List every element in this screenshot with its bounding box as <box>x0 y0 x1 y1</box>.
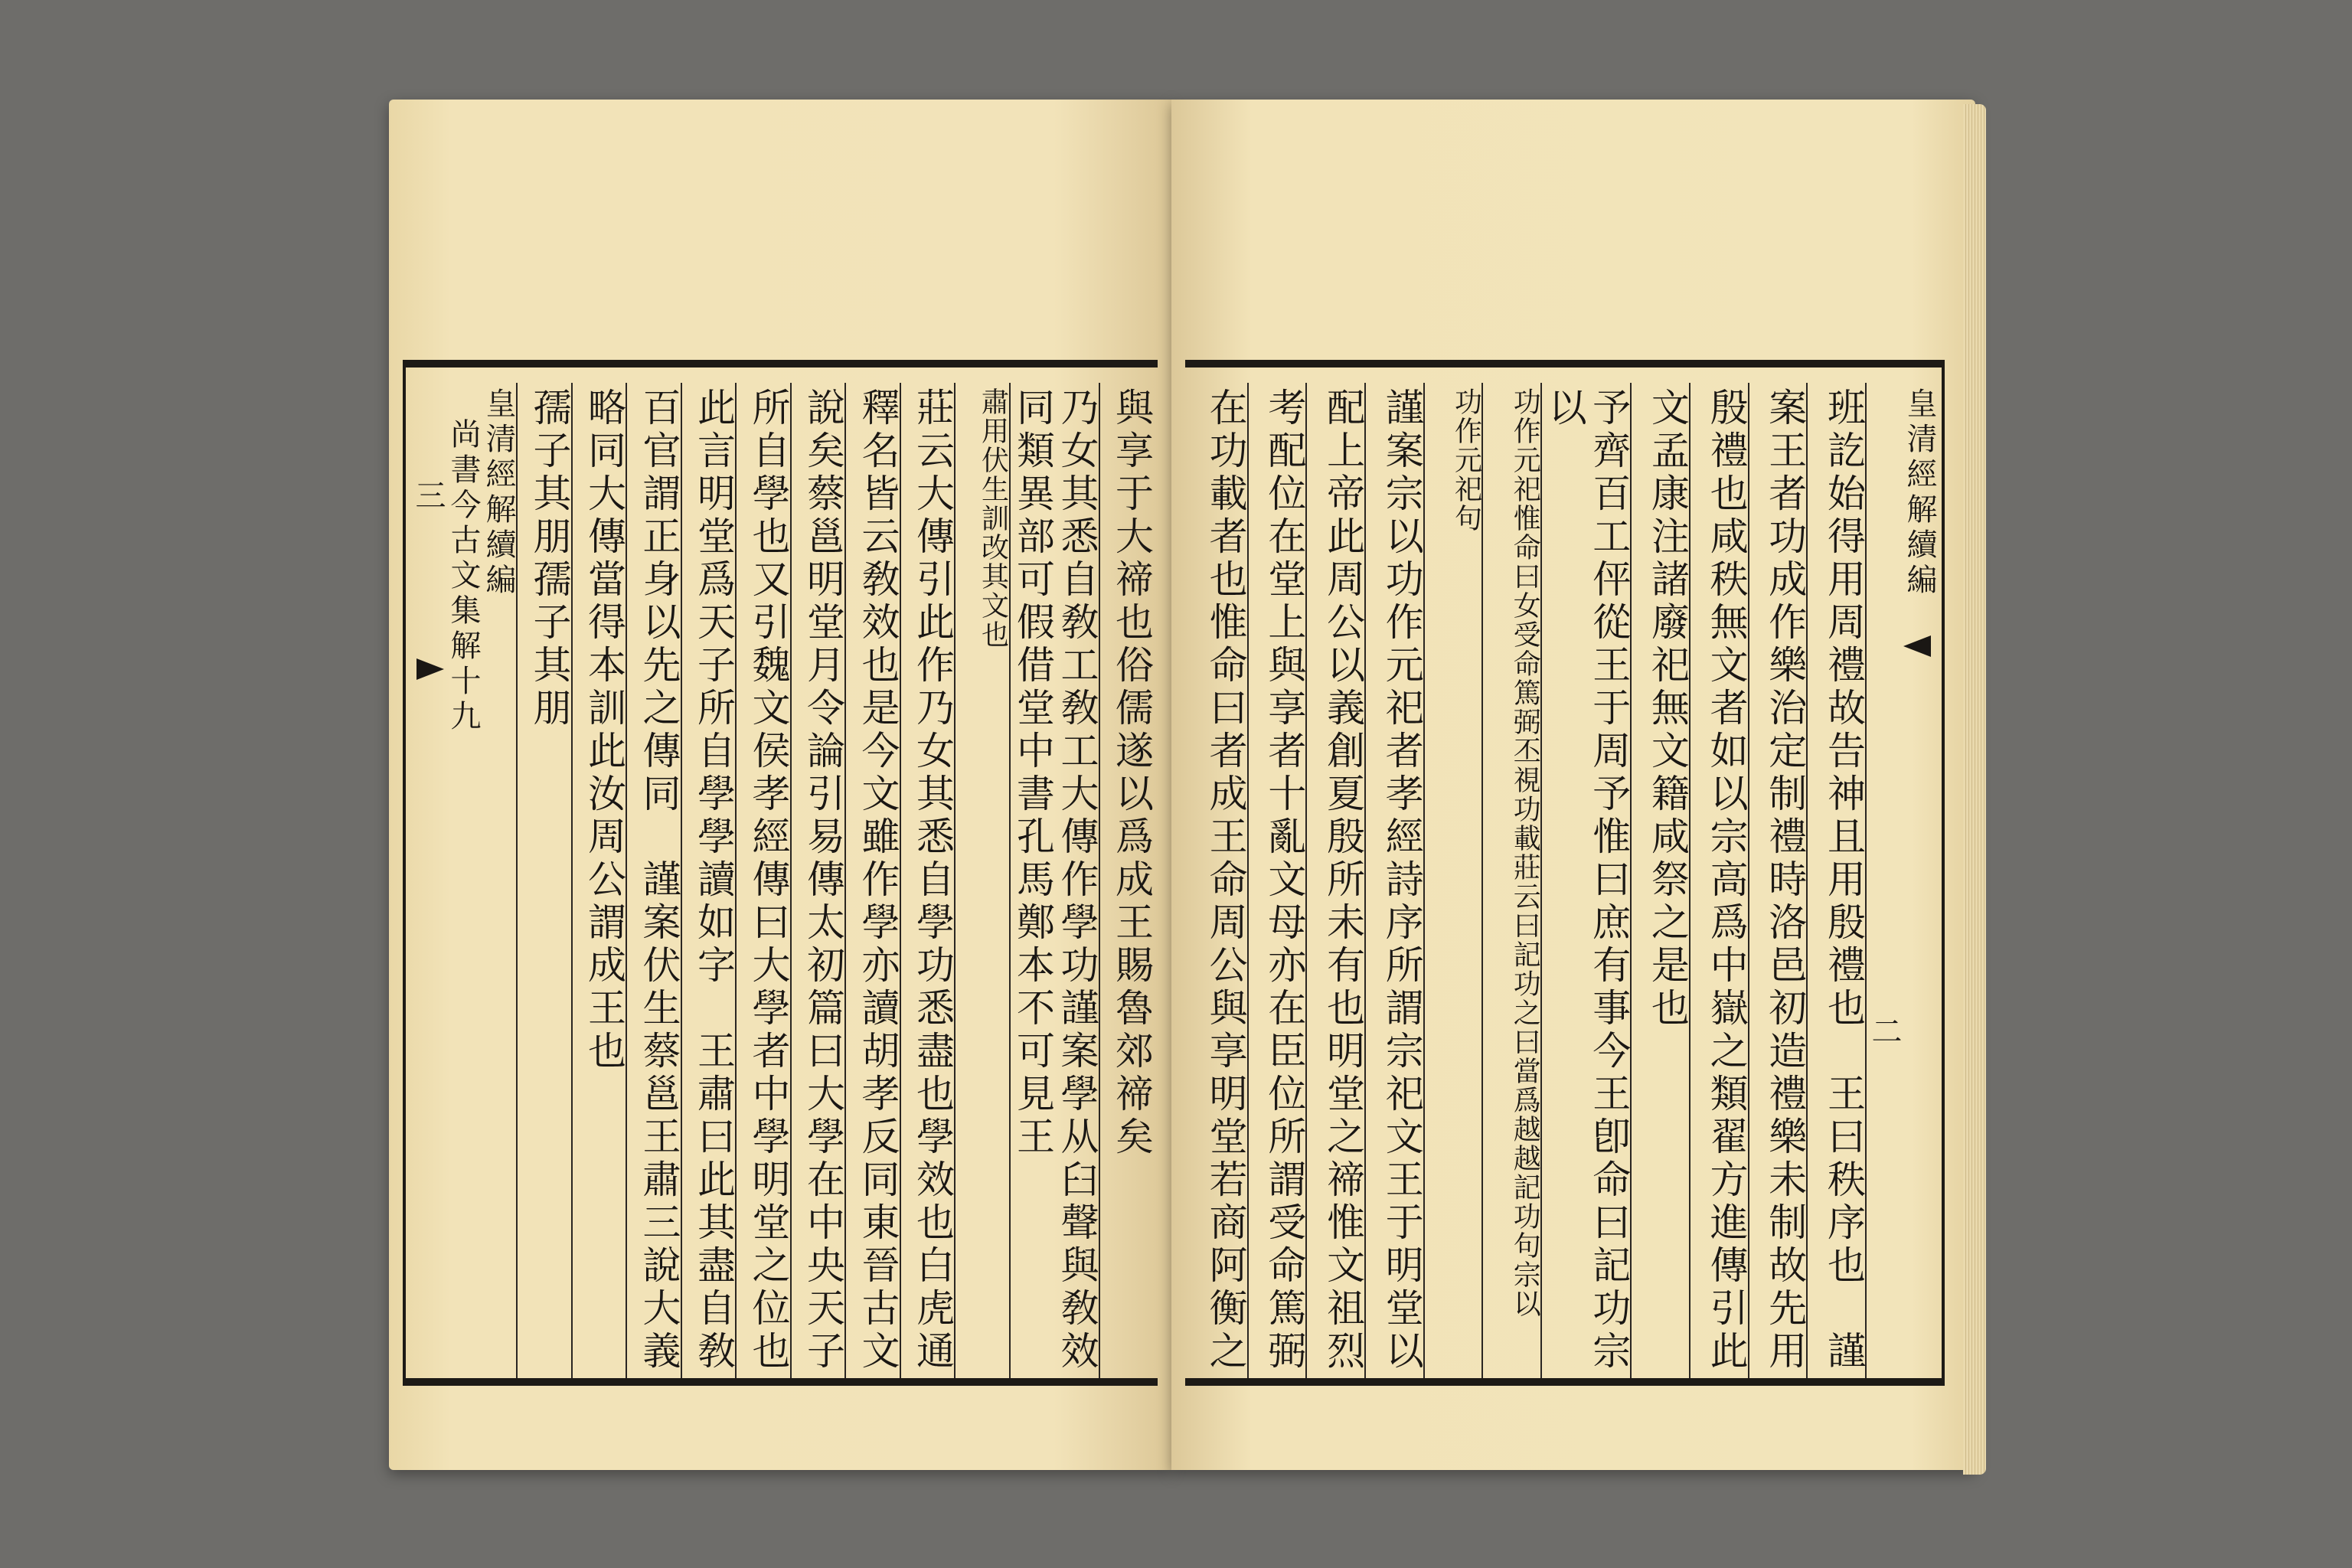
right-margin-book-title: 皇清經解續編 <box>1902 387 1937 599</box>
text-column: 釋名皆云敎效也是今文雖作學亦讀胡孝反同東晉古文 <box>844 383 900 1378</box>
text-column: 所自學也又引魏文侯孝經傳曰大學者中學明堂之位也 <box>735 383 790 1378</box>
left-margin-section-title: 尚書今古文集解十九 <box>446 418 481 735</box>
right-page <box>1171 100 1975 1470</box>
fishtail-mark <box>416 658 444 680</box>
text-column: 肅用伏生訓改其文也 <box>954 383 1009 1378</box>
left-page <box>389 100 1171 1470</box>
text-column: 孺子其朋孺子其朋 <box>516 383 571 1378</box>
left-margin-column <box>410 383 516 1378</box>
text-column: 乃女其悉自敎工敎工大傳作學功謹案學从臼聲與敎效同類異部可假借堂中書孔馬鄭本不可見王 <box>1009 383 1099 1378</box>
left-page-columns <box>410 383 1153 1378</box>
right-margin-column <box>1865 383 1937 1378</box>
text-column: 文孟康注諸廢祀無文籍咸祭之是也 <box>1630 383 1689 1378</box>
right-margin-folio: 二 <box>1867 1015 1902 1050</box>
text-column: 說矣蔡邕明堂月令論引易傳太初篇曰大學在中央天子 <box>790 383 845 1378</box>
text-column: 略同大傳當得本訓此汝周公謂成王也 <box>571 383 626 1378</box>
text-column: 謹案宗以功作元祀者孝經詩序所謂宗祀文王于明堂以 <box>1364 383 1423 1378</box>
text-column: 配上帝此周公以義創夏殷所未有也明堂之禘惟文祖烈 <box>1305 383 1364 1378</box>
text-column: 在功載者也惟命曰者成王命周公與享明堂若商阿衡之 <box>1203 387 1248 1374</box>
text-column: 殷禮也咸秩無文者如以宗高爲中嶽之類翟方進傳引此 <box>1689 383 1748 1378</box>
open-book <box>383 84 1983 1485</box>
text-column: 考配位在堂上與享者十亂文母亦在臣位所謂受命篤弼 <box>1247 383 1306 1378</box>
left-page-frame <box>403 360 1158 1386</box>
fishtail-mark <box>1903 635 1931 657</box>
right-page-columns <box>1190 383 1937 1378</box>
text-column: 功作元祀惟命曰女受命篤弼丕視功載莊云曰記功之曰當爲越越記功句宗以 <box>1481 383 1540 1378</box>
left-margin-book-title-text: 皇清經解續編 <box>481 387 516 599</box>
text-column: 予齊百工伻從王于周予惟曰庶有事今王卽命曰記功宗以 <box>1540 383 1630 1378</box>
right-page-frame <box>1185 360 1945 1386</box>
text-column: 功作元祀句 <box>1423 383 1482 1378</box>
left-margin-folio: 三 <box>410 479 446 514</box>
text-column: 與享于大禘也俗儒遂以爲成王賜魯郊禘矣 <box>1099 383 1154 1378</box>
text-column: 班訖始得用周禮故告神且用殷禮也 王曰秩序也 謹 <box>1806 383 1865 1378</box>
text-column: 莊云大傳引此作乃女其悉自學功悉盡也學效也白虎通 <box>900 383 955 1378</box>
text-column: 百官謂正身以先之傳同 謹案伏生蔡邕王肅三說大義 <box>626 383 681 1378</box>
text-column: 此言明堂爲天子所自學學讀如字 王肅曰此其盡自敎 <box>681 383 736 1378</box>
page-stack-edge <box>1963 104 1986 1475</box>
text-column: 案王者功成作樂治定制禮時洛邑初造禮樂未制故先用 <box>1748 383 1807 1378</box>
